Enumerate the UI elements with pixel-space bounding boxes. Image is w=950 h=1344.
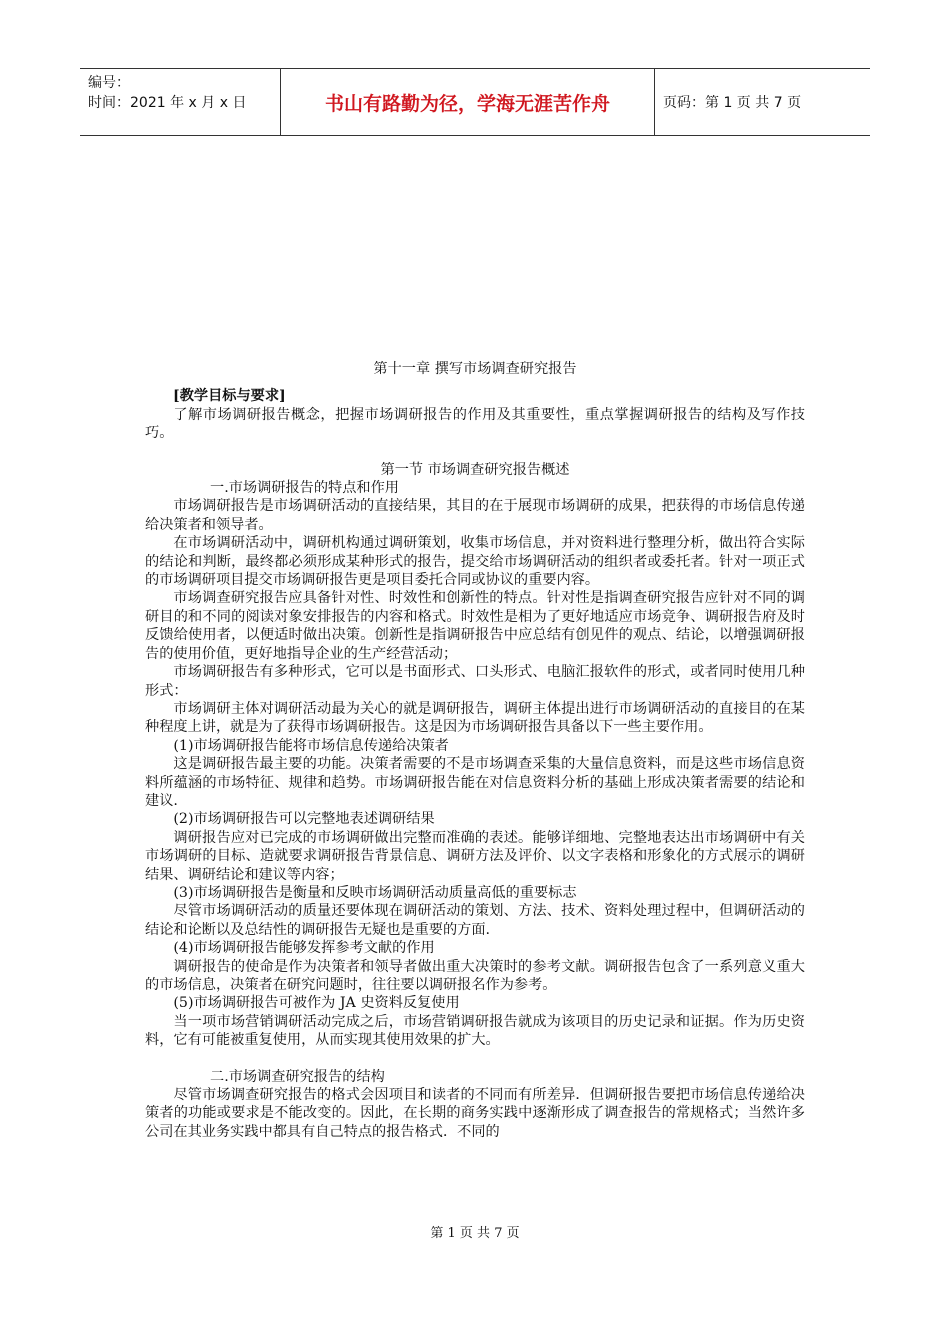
page-footer: 第 1 页 共 7 页 xyxy=(430,1226,520,1241)
chapter-title: 第十一章 撰写市场调查研究报告 xyxy=(373,361,577,377)
paragraph: 在市场调研活动中，调研机构通过调研策划，收集市场信息，并对资料进行整理分析，做出符合实际的结论和判断，最终都必须形成某种形式的报告，提交给市场调研活动的组织者或委托者。针对一项正式的市场调研项目提交市场调研报告更是项目委托合同或协议的重要内容。 xyxy=(145,535,805,589)
paragraph: 市场调查研究报告应具备针对性、时效性和创新性的特点。针对性是指调查研究报告应针对不同的调研目的和不同的阅读对象安排报告的内容和格式。时效性是相为了更好地适应市场竞争、调研报告府及时反馈给使用者，以便适时做出决策。创新性是指调研报告中应总结有创见件的观点、结论，以增强调研报告的使用价值，更好地指导企业的生产经营活动； xyxy=(145,590,805,662)
paragraph: 尽管市场调研活动的质量还要体现在调研活动的策划、方法、技术、资料处理过程中，但调研活动的结论和论断以及总结性的调研报告无疑也是重要的方面. xyxy=(145,903,805,938)
list-heading: (2)市场调研报告可以完整地表述调研结果 xyxy=(173,811,435,828)
header-table xyxy=(80,68,870,136)
section-title: 第一节 市场调查研究报告概述 xyxy=(380,461,570,478)
list-heading: (1)市场调研报告能将市场信息传递给决策者 xyxy=(173,737,449,754)
number-label: 编号： xyxy=(88,75,130,91)
page-info: 页码：第 1 页 共 7 页 xyxy=(663,95,802,111)
list-heading: (3)市场调研报告是衡量和反映市场调研活动质量高低的重要标志 xyxy=(173,884,577,901)
document-body xyxy=(145,360,805,1141)
paragraph: 尽管市场调查研究报告的格式会因项目和读者的不同而有所差异．但调研报告要把市场信息传递给决策者的功能或要求是不能改变的。因此，在长期的商务实践中逐渐形成了调查报告的常规格式；当然许多公司在其业务实践中都具有自己特点的报告格式．不同的 xyxy=(145,1087,805,1140)
paragraph: 市场调研报告是市场调研活动的直接结果，其目的在于展现市场调研的成果，把获得的市场信息传递给决策者和领导者。 xyxy=(145,498,805,533)
goal-text: 了解市场调研报告概念，把握市场调研报告的作用及其重要性，重点掌握调研报告的结构及写作技巧。 xyxy=(145,406,805,442)
paragraph: 调研报告的使命是作为决策者和领导者做出重大决策时的参考文献。调研报告包含了一系列意义重大的市场信息，决策者在研究问题时，往往要以调研报名作为参考。 xyxy=(145,958,805,993)
paragraph: 市场调研主体对调研活动最为关心的就是调研报告，调研主体提出进行市场调研活动的直接目的在某种程度上讲，就是为了获得市场调研报告。这是因为市场调研报告具备以下一些主要作用。 xyxy=(145,700,805,736)
motto: 书山有路勤为径，学海无涯苦作舟 xyxy=(281,69,655,135)
paragraph: 当一项市场营销调研活动完成之后，市场营销调研报告就成为该项目的历史记录和证据。作为历史资料，它有可能被重复使用，从而实现其使用效果的扩大。 xyxy=(145,1013,805,1049)
list-heading: (4)市场调研报告能够发挥参考文献的作用 xyxy=(173,940,435,957)
time-label: 时间：2021 年 x 月 x 日 xyxy=(88,95,247,111)
subsection-title: 一.市场调研报告的特点和作用 xyxy=(210,480,399,497)
paragraph: 这是调研报告最主要的功能。决策者需要的不是市场调查采集的大量信息资料，而是这些市场信息资料所蕴涵的市场特征、规律和趋势。市场调研报告能在对信息资料分析的基础上形成决策者需要的结论和建议. xyxy=(145,756,805,809)
paragraph: 调研报告应对已完成的市场调研做出完整而准确的表述。能够详细地、完整地表达出市场调研中有关市场调研的目标、造就要求调研报告背景信息、调研方法及评价、以文字表格和形象化的方式展示的调研结果、调研结论和建议等内容； xyxy=(145,829,805,883)
paragraph: 市场调研报告有多种形式，它可以是书面形式、口头形式、电脑汇报软件的形式，或者同时使用几种形式： xyxy=(145,664,805,699)
list-heading: (5)市场调研报告可被作为 JA 史资料反复使用 xyxy=(173,995,460,1012)
subsection-title: 二.市场调查研究报告的结构 xyxy=(210,1068,385,1085)
header-left-cell xyxy=(80,69,281,135)
goal-heading: [教学目标与要求] xyxy=(173,388,286,405)
